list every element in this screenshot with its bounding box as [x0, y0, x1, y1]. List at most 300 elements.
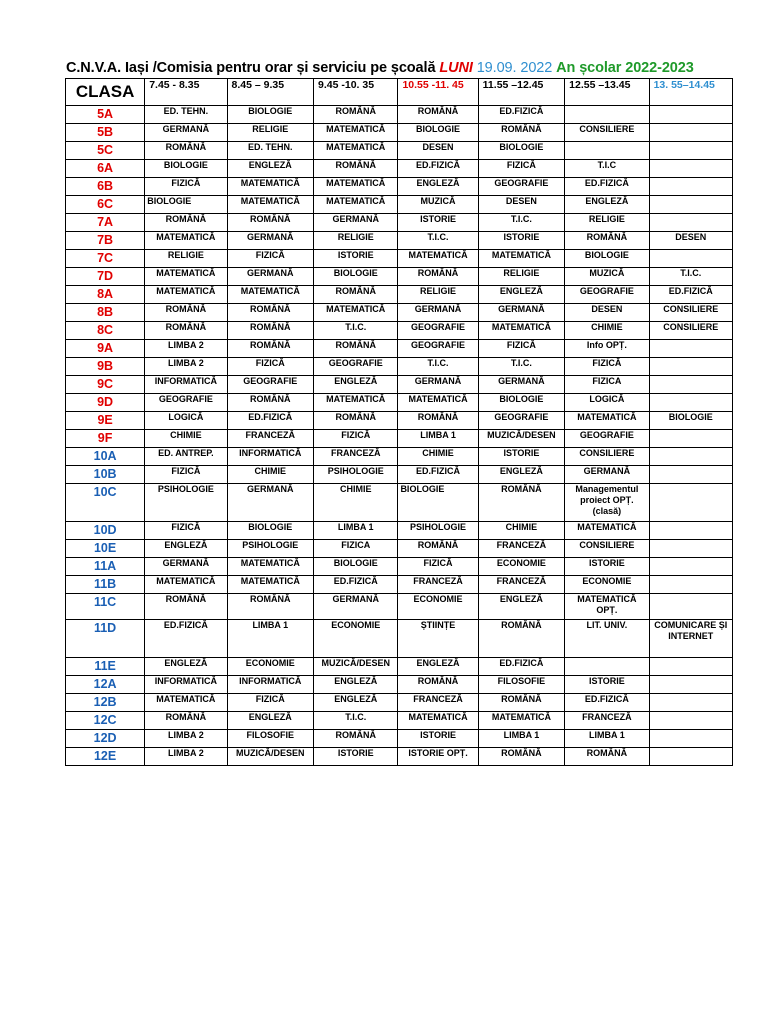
class-label: 9D [66, 394, 145, 412]
subject-cell: MATEMATICĂ [314, 142, 398, 160]
subject-cell: RELIGIE [398, 286, 478, 304]
subject-cell [649, 394, 732, 412]
title-school-year: An școlar 2022-2023 [556, 60, 694, 76]
subject-cell: CONSILIERE [565, 540, 649, 558]
subject-cell: T.I.C. [649, 268, 732, 286]
subject-cell: ENGLEZĂ [145, 540, 227, 558]
subject-cell: GERMANĂ [314, 214, 398, 232]
subject-cell: DESEN [649, 232, 732, 250]
table-row [66, 484, 733, 522]
subject-cell: GERMANĂ [398, 376, 478, 394]
subject-cell: BIOLOGIE [314, 268, 398, 286]
subject-cell: Managementul proiect OPȚ. (clasă) [565, 484, 649, 522]
subject-cell: RELIGIE [145, 250, 227, 268]
subject-cell: GERMANĂ [227, 232, 314, 250]
subject-cell: RELIGIE [314, 232, 398, 250]
subject-cell: PSIHOLOGIE [227, 540, 314, 558]
class-label: 10D [66, 522, 145, 540]
subject-cell: ROMÂNĂ [478, 748, 565, 766]
subject-cell: ROMÂNĂ [145, 322, 227, 340]
subject-cell: LOGICĂ [145, 412, 227, 430]
class-label: 9E [66, 412, 145, 430]
subject-cell: ED.FIZICĂ [314, 576, 398, 594]
subject-cell: ISTORIE [478, 232, 565, 250]
subject-cell [649, 466, 732, 484]
subject-cell: GEOGRAFIE [227, 376, 314, 394]
class-label: 12E [66, 748, 145, 766]
table-row [66, 304, 733, 322]
subject-cell: GEOGRAFIE [565, 430, 649, 448]
subject-cell: MATEMATICĂ [145, 286, 227, 304]
subject-cell: BIOLOGIE [565, 250, 649, 268]
subject-cell: FRANCEZĂ [314, 448, 398, 466]
class-label: 9C [66, 376, 145, 394]
subject-cell [649, 142, 732, 160]
table-row [66, 466, 733, 484]
table-row [66, 178, 733, 196]
subject-cell: T.I.C. [314, 712, 398, 730]
subject-cell: FRANCEZĂ [478, 576, 565, 594]
subject-cell [649, 160, 732, 178]
subject-cell: MATEMATICĂ [478, 712, 565, 730]
subject-cell: ROMÂNĂ [145, 304, 227, 322]
subject-cell: MATEMATICĂ [145, 694, 227, 712]
class-label: 6B [66, 178, 145, 196]
class-label: 6C [66, 196, 145, 214]
subject-cell: CHIMIE [314, 484, 398, 522]
subject-cell: GEOGRAFIE [145, 394, 227, 412]
subject-cell: RELIGIE [227, 124, 314, 142]
class-label: 7A [66, 214, 145, 232]
subject-cell: T.I.C. [478, 214, 565, 232]
subject-cell: ISTORIE OPȚ. [398, 748, 478, 766]
subject-cell: LIT. UNIV. [565, 620, 649, 658]
subject-cell: COMUNICARE ȘI INTERNET [649, 620, 732, 658]
subject-cell: ROMÂNĂ [314, 730, 398, 748]
title-institution: C.N.V.A. Iași /Comisia pentru orar și serviciu pe școală [66, 60, 440, 76]
table-row [66, 142, 733, 160]
subject-cell [649, 730, 732, 748]
subject-cell: GERMANĂ [478, 376, 565, 394]
table-row [66, 412, 733, 430]
subject-cell: LIMBA 2 [145, 340, 227, 358]
class-label: 7D [66, 268, 145, 286]
subject-cell: ECONOMIE [565, 576, 649, 594]
subject-cell [649, 250, 732, 268]
class-label: 8A [66, 286, 145, 304]
subject-cell: ENGLEZĂ [398, 178, 478, 196]
subject-cell: FRANCEZĂ [398, 576, 478, 594]
subject-cell [649, 430, 732, 448]
subject-cell: BIOLOGIE [398, 484, 478, 522]
subject-cell [649, 376, 732, 394]
subject-cell [649, 658, 732, 676]
subject-cell [649, 484, 732, 522]
subject-cell: ED. TEHN. [145, 106, 227, 124]
subject-cell: LIMBA 1 [314, 522, 398, 540]
subject-cell: GERMANĂ [398, 304, 478, 322]
class-label: 11D [66, 620, 145, 658]
subject-cell: ED.FIZICĂ [478, 106, 565, 124]
subject-cell: ROMÂNĂ [227, 594, 314, 620]
table-row [66, 214, 733, 232]
class-label: 11B [66, 576, 145, 594]
time-slot-header: 9.45 -10. 35 [314, 79, 398, 106]
class-label: 12A [66, 676, 145, 694]
class-label: 10A [66, 448, 145, 466]
table-row [66, 268, 733, 286]
class-label: 8C [66, 322, 145, 340]
subject-cell: ROMÂNĂ [227, 394, 314, 412]
subject-cell: ED. TEHN. [227, 142, 314, 160]
subject-cell: ENGLEZĂ [478, 466, 565, 484]
subject-cell: FRANCEZĂ [227, 430, 314, 448]
subject-cell: ȘTIINȚE [398, 620, 478, 658]
subject-cell: BIOLOGIE [314, 558, 398, 576]
subject-cell: ENGLEZĂ [478, 594, 565, 620]
subject-cell: MATEMATICĂ [478, 250, 565, 268]
subject-cell: GEOGRAFIE [478, 178, 565, 196]
subject-cell [565, 142, 649, 160]
subject-cell: BIOLOGIE [478, 394, 565, 412]
subject-cell: MATEMATICĂ [565, 412, 649, 430]
subject-cell: ROMÂNĂ [398, 540, 478, 558]
class-column-header: CLASA [66, 79, 145, 106]
subject-cell: ISTORIE [314, 250, 398, 268]
time-slot-header: 12.55 –13.45 [565, 79, 649, 106]
subject-cell: ISTORIE [398, 730, 478, 748]
subject-cell: MUZICĂ/DESEN [227, 748, 314, 766]
table-row [66, 676, 733, 694]
subject-cell: MATEMATICĂ [314, 394, 398, 412]
table-row [66, 358, 733, 376]
subject-cell: ENGLEZĂ [227, 712, 314, 730]
subject-cell: LIMBA 2 [145, 730, 227, 748]
table-row [66, 106, 733, 124]
subject-cell: ED.FIZICĂ [145, 620, 227, 658]
subject-cell: FRANCEZĂ [478, 540, 565, 558]
subject-cell: FIZICĂ [145, 466, 227, 484]
subject-cell: MUZICĂ/DESEN [478, 430, 565, 448]
subject-cell [565, 658, 649, 676]
subject-cell: FIZICĂ [478, 340, 565, 358]
subject-cell: DESEN [565, 304, 649, 322]
subject-cell: CHIMIE [565, 322, 649, 340]
subject-cell: LIMBA 1 [227, 620, 314, 658]
subject-cell [649, 676, 732, 694]
subject-cell: ISTORIE [565, 558, 649, 576]
class-label: 11C [66, 594, 145, 620]
subject-cell: GEOGRAFIE [314, 358, 398, 376]
subject-cell: ROMÂNĂ [227, 322, 314, 340]
table-row [66, 576, 733, 594]
table-row [66, 540, 733, 558]
title-date: 19.09. 2022 [472, 60, 557, 76]
subject-cell: ROMÂNĂ [478, 484, 565, 522]
subject-cell: MUZICĂ [398, 196, 478, 214]
subject-cell: BIOLOGIE [227, 522, 314, 540]
subject-cell: FIZICA [565, 376, 649, 394]
subject-cell: MATEMATICĂ [398, 712, 478, 730]
table-row [66, 594, 733, 620]
subject-cell: PSIHOLOGIE [398, 522, 478, 540]
subject-cell: GERMANĂ [145, 558, 227, 576]
subject-cell: FIZICĂ [398, 558, 478, 576]
table-row [66, 620, 733, 658]
subject-cell: CHIMIE [145, 430, 227, 448]
class-label: 12C [66, 712, 145, 730]
subject-cell: CHIMIE [398, 448, 478, 466]
subject-cell: BIOLOGIE [478, 142, 565, 160]
subject-cell: INFORMATICĂ [227, 676, 314, 694]
subject-cell: ED. ANTREP. [145, 448, 227, 466]
subject-cell: ED.FIZICĂ [565, 178, 649, 196]
subject-cell: ROMÂNĂ [145, 142, 227, 160]
subject-cell: BIOLOGIE [227, 106, 314, 124]
subject-cell: FIZICĂ [145, 522, 227, 540]
subject-cell: FRANCEZĂ [398, 694, 478, 712]
table-row [66, 748, 733, 766]
subject-cell: CONSILIERE [649, 322, 732, 340]
subject-cell: ISTORIE [565, 676, 649, 694]
subject-cell: CONSILIERE [565, 448, 649, 466]
subject-cell: ROMÂNĂ [398, 676, 478, 694]
page-title [66, 60, 746, 76]
subject-cell [649, 124, 732, 142]
class-label: 9F [66, 430, 145, 448]
subject-cell: PSIHOLOGIE [314, 466, 398, 484]
subject-cell: CONSILIERE [649, 304, 732, 322]
class-label: 6A [66, 160, 145, 178]
subject-cell: ROMÂNĂ [314, 340, 398, 358]
subject-cell: ROMÂNĂ [227, 340, 314, 358]
class-label: 11E [66, 658, 145, 676]
subject-cell: ROMÂNĂ [145, 214, 227, 232]
subject-cell: BIOLOGIE [145, 160, 227, 178]
subject-cell: ROMÂNĂ [478, 124, 565, 142]
subject-cell: CHIMIE [227, 466, 314, 484]
subject-cell: MATEMATICĂ [314, 304, 398, 322]
subject-cell: LIMBA 2 [145, 748, 227, 766]
subject-cell: MUZICĂ/DESEN [314, 658, 398, 676]
title-day: LUNI [439, 60, 473, 76]
subject-cell: ENGLEZĂ [145, 658, 227, 676]
subject-cell: T.I.C [565, 160, 649, 178]
subject-cell: LOGICĂ [565, 394, 649, 412]
table-row [66, 160, 733, 178]
subject-cell: ROMÂNĂ [314, 286, 398, 304]
subject-cell: ENGLEZĂ [398, 658, 478, 676]
table-row [66, 376, 733, 394]
class-label: 12D [66, 730, 145, 748]
subject-cell: CONSILIERE [565, 124, 649, 142]
subject-cell: BIOLOGIE [398, 124, 478, 142]
subject-cell: MATEMATICĂ [227, 576, 314, 594]
subject-cell: FILOSOFIE [478, 676, 565, 694]
class-label: 5B [66, 124, 145, 142]
subject-cell: FIZICĂ [145, 178, 227, 196]
subject-cell: BIOLOGIE [649, 412, 732, 430]
subject-cell: FIZICĂ [314, 430, 398, 448]
subject-cell: MATEMATICĂ [227, 558, 314, 576]
table-row [66, 712, 733, 730]
subject-cell: ROMÂNĂ [565, 232, 649, 250]
table-row [66, 558, 733, 576]
subject-cell: MUZICĂ [565, 268, 649, 286]
subject-cell [649, 522, 732, 540]
subject-cell: GERMANĂ [227, 484, 314, 522]
subject-cell: ISTORIE [398, 214, 478, 232]
subject-cell: GERMANĂ [478, 304, 565, 322]
subject-cell [649, 196, 732, 214]
table-row [66, 430, 733, 448]
subject-cell: ENGLEZĂ [314, 694, 398, 712]
class-label: 5A [66, 106, 145, 124]
subject-cell: CHIMIE [478, 522, 565, 540]
subject-cell: INFORMATICĂ [227, 448, 314, 466]
time-slot-header: 11.55 –12.45 [478, 79, 565, 106]
subject-cell: ROMÂNĂ [227, 214, 314, 232]
subject-cell: ED.FIZICĂ [478, 658, 565, 676]
subject-cell: DESEN [478, 196, 565, 214]
subject-cell: MATEMATICĂ [314, 196, 398, 214]
subject-cell: GERMANĂ [227, 268, 314, 286]
subject-cell: T.I.C. [314, 322, 398, 340]
subject-cell: MATEMATICĂ [478, 322, 565, 340]
subject-cell: MATEMATICĂ OPȚ. [565, 594, 649, 620]
subject-cell: MATEMATICĂ [227, 196, 314, 214]
table-row [66, 522, 733, 540]
subject-cell: T.I.C. [478, 358, 565, 376]
subject-cell: ECONOMIE [478, 558, 565, 576]
class-label: 9A [66, 340, 145, 358]
subject-cell: ROMÂNĂ [314, 106, 398, 124]
subject-cell: RELIGIE [478, 268, 565, 286]
subject-cell: MATEMATICĂ [398, 394, 478, 412]
table-row [66, 658, 733, 676]
time-slot-header: 10.55 -11. 45 [398, 79, 478, 106]
subject-cell: MATEMATICĂ [227, 178, 314, 196]
subject-cell: GERMANĂ [145, 124, 227, 142]
subject-cell: T.I.C. [398, 358, 478, 376]
class-label: 10C [66, 484, 145, 522]
subject-cell: GEOGRAFIE [478, 412, 565, 430]
subject-cell: ROMÂNĂ [565, 748, 649, 766]
subject-cell: MATEMATICĂ [145, 232, 227, 250]
subject-cell: ROMÂNĂ [145, 712, 227, 730]
subject-cell: Info OPȚ. [565, 340, 649, 358]
subject-cell: ROMÂNĂ [398, 268, 478, 286]
class-label: 9B [66, 358, 145, 376]
subject-cell [649, 178, 732, 196]
subject-cell: ROMÂNĂ [145, 594, 227, 620]
subject-cell: T.I.C. [398, 232, 478, 250]
class-label: 10B [66, 466, 145, 484]
subject-cell: ENGLEZĂ [227, 160, 314, 178]
table-row [66, 694, 733, 712]
subject-cell: RELIGIE [565, 214, 649, 232]
subject-cell: ED.FIZICĂ [398, 466, 478, 484]
subject-cell [565, 106, 649, 124]
subject-cell: MATEMATICĂ [145, 268, 227, 286]
class-label: 7C [66, 250, 145, 268]
subject-cell: PSIHOLOGIE [145, 484, 227, 522]
subject-cell: FIZICĂ [227, 250, 314, 268]
subject-cell: BIOLOGIE [145, 196, 227, 214]
subject-cell: MATEMATICĂ [145, 576, 227, 594]
subject-cell: ROMÂNĂ [478, 620, 565, 658]
subject-cell: GEOGRAFIE [398, 340, 478, 358]
subject-cell: FRANCEZĂ [565, 712, 649, 730]
subject-cell: ENGLEZĂ [478, 286, 565, 304]
table-row [66, 340, 733, 358]
subject-cell: FILOSOFIE [227, 730, 314, 748]
subject-cell: ECONOMIE [398, 594, 478, 620]
subject-cell [649, 594, 732, 620]
subject-cell: FIZICĂ [478, 160, 565, 178]
subject-cell [649, 448, 732, 466]
table-row [66, 196, 733, 214]
table-row [66, 448, 733, 466]
subject-cell: ISTORIE [478, 448, 565, 466]
subject-cell [649, 576, 732, 594]
subject-cell: GEOGRAFIE [398, 322, 478, 340]
subject-cell [649, 106, 732, 124]
subject-cell [649, 712, 732, 730]
subject-cell: ED.FIZICĂ [398, 160, 478, 178]
table-row [66, 286, 733, 304]
subject-cell: ROMÂNĂ [478, 694, 565, 712]
subject-cell: INFORMATICĂ [145, 676, 227, 694]
subject-cell [649, 214, 732, 232]
time-slot-header: 13. 55–14.45 [649, 79, 732, 106]
subject-cell: GERMANĂ [565, 466, 649, 484]
subject-cell: ECONOMIE [227, 658, 314, 676]
table-row [66, 232, 733, 250]
time-slot-header: 8.45 – 9.35 [227, 79, 314, 106]
subject-cell [649, 358, 732, 376]
subject-cell: ENGLEZĂ [565, 196, 649, 214]
subject-cell [649, 748, 732, 766]
subject-cell: ECONOMIE [314, 620, 398, 658]
subject-cell: ROMÂNĂ [314, 412, 398, 430]
subject-cell: MATEMATICĂ [314, 124, 398, 142]
table-row [66, 730, 733, 748]
subject-cell: MATEMATICĂ [227, 286, 314, 304]
subject-cell [649, 694, 732, 712]
subject-cell: FIZICĂ [227, 358, 314, 376]
subject-cell: LIMBA 1 [565, 730, 649, 748]
table-row [66, 394, 733, 412]
subject-cell: MATEMATICĂ [565, 522, 649, 540]
subject-cell: LIMBA 1 [398, 430, 478, 448]
subject-cell: ISTORIE [314, 748, 398, 766]
subject-cell: ROMÂNĂ [227, 304, 314, 322]
subject-cell: FIZICA [314, 540, 398, 558]
subject-cell: GEOGRAFIE [565, 286, 649, 304]
class-label: 11A [66, 558, 145, 576]
subject-cell: MATEMATICĂ [398, 250, 478, 268]
subject-cell [649, 540, 732, 558]
subject-cell: ED.FIZICĂ [649, 286, 732, 304]
table-row [66, 322, 733, 340]
timetable [65, 78, 733, 766]
subject-cell [649, 340, 732, 358]
subject-cell: ENGLEZĂ [314, 376, 398, 394]
class-label: 7B [66, 232, 145, 250]
subject-cell: LIMBA 1 [478, 730, 565, 748]
class-label: 10E [66, 540, 145, 558]
